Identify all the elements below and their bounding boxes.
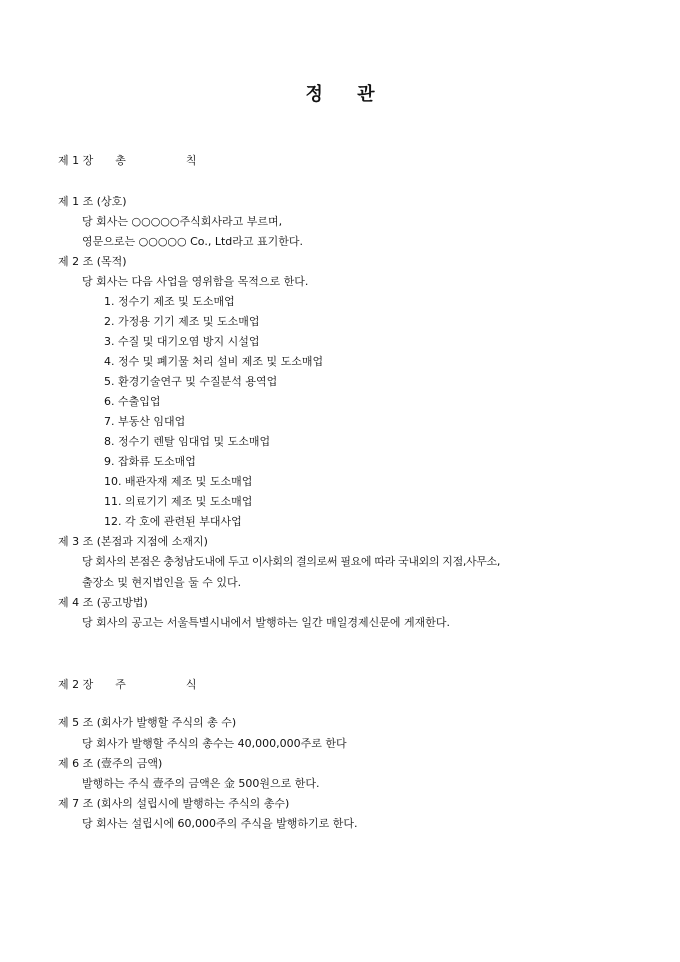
article-text: 당 회사의 본점은 충청남도내에 두고 이사회의 결의로써 필요에 따라 국내외의 지점,사무소, (82, 555, 500, 568)
chapter-heading (58, 678, 197, 692)
article-text: 당 회사가 발행할 주식의 총수는 40,000,000주로 한다 (82, 737, 347, 750)
article-heading: 제 2 조 (목적) (58, 255, 127, 268)
document-title: 정 관 (305, 84, 389, 105)
article-text: 당 회사의 공고는 서울특별시내에서 발행하는 일간 매일경제신문에 게재한다. (82, 616, 451, 629)
article-heading: 제 6 조 (壹주의 금액) (58, 757, 163, 770)
list-item: 10. 배관자재 제조 및 도소매업 (104, 475, 253, 488)
article-text: 당 회사는 설립시에 60,000주의 주식을 발행하기로 한다. (82, 817, 358, 830)
article-text: 발행하는 주식 壹주의 금액은 金 500원으로 한다. (82, 777, 320, 790)
chapter-number: 제 2 장 (58, 678, 94, 691)
chapter-title-part: 주 (115, 678, 126, 691)
list-item: 1. 정수기 제조 및 도소매업 (104, 295, 235, 308)
list-item: 9. 잡화류 도소매업 (104, 455, 196, 468)
article-text: 당 회사는 다음 사업을 영위함을 목적으로 한다. (82, 275, 309, 288)
chapter-number: 제 1 장 (58, 154, 94, 167)
article-heading: 제 5 조 (회사가 발행할 주식의 총 수) (58, 716, 237, 729)
chapter-title-part: 총 (115, 154, 126, 167)
article-text: 당 회사는 ○○○○○주식회사라고 부르며, (82, 215, 283, 228)
article-heading: 제 7 조 (회사의 설립시에 발행하는 주식의 총수) (58, 797, 290, 810)
list-item: 4. 정수 및 폐기물 처리 설비 제조 및 도소매업 (104, 355, 324, 368)
list-item: 12. 각 호에 관련된 부대사업 (104, 515, 242, 528)
chapter-title-part: 칙 (185, 154, 197, 167)
list-item: 7. 부동산 임대업 (104, 415, 186, 428)
article-heading: 제 1 조 (상호) (58, 195, 127, 208)
list-item: 2. 가정용 기기 제조 및 도소매업 (104, 315, 260, 328)
article-text: 영문으로는 ○○○○○ Co., Ltd라고 표기한다. (82, 235, 303, 248)
list-item: 3. 수질 및 대기오염 방지 시설업 (104, 335, 260, 348)
article-text: 출장소 및 현지법인을 둘 수 있다. (82, 576, 242, 589)
chapter-title-part: 식 (185, 678, 197, 691)
list-item: 11. 의료기기 제조 및 도소매업 (104, 495, 253, 508)
list-item: 5. 환경기술연구 및 수질분석 용역업 (104, 375, 278, 388)
article-heading: 제 4 조 (공고방법) (58, 596, 148, 609)
chapter-heading (58, 154, 197, 168)
list-item: 6. 수출입업 (104, 395, 161, 408)
article-heading: 제 3 조 (본점과 지점에 소재지) (58, 535, 208, 548)
list-item: 8. 정수기 렌탈 임대업 및 도소매업 (104, 435, 271, 448)
